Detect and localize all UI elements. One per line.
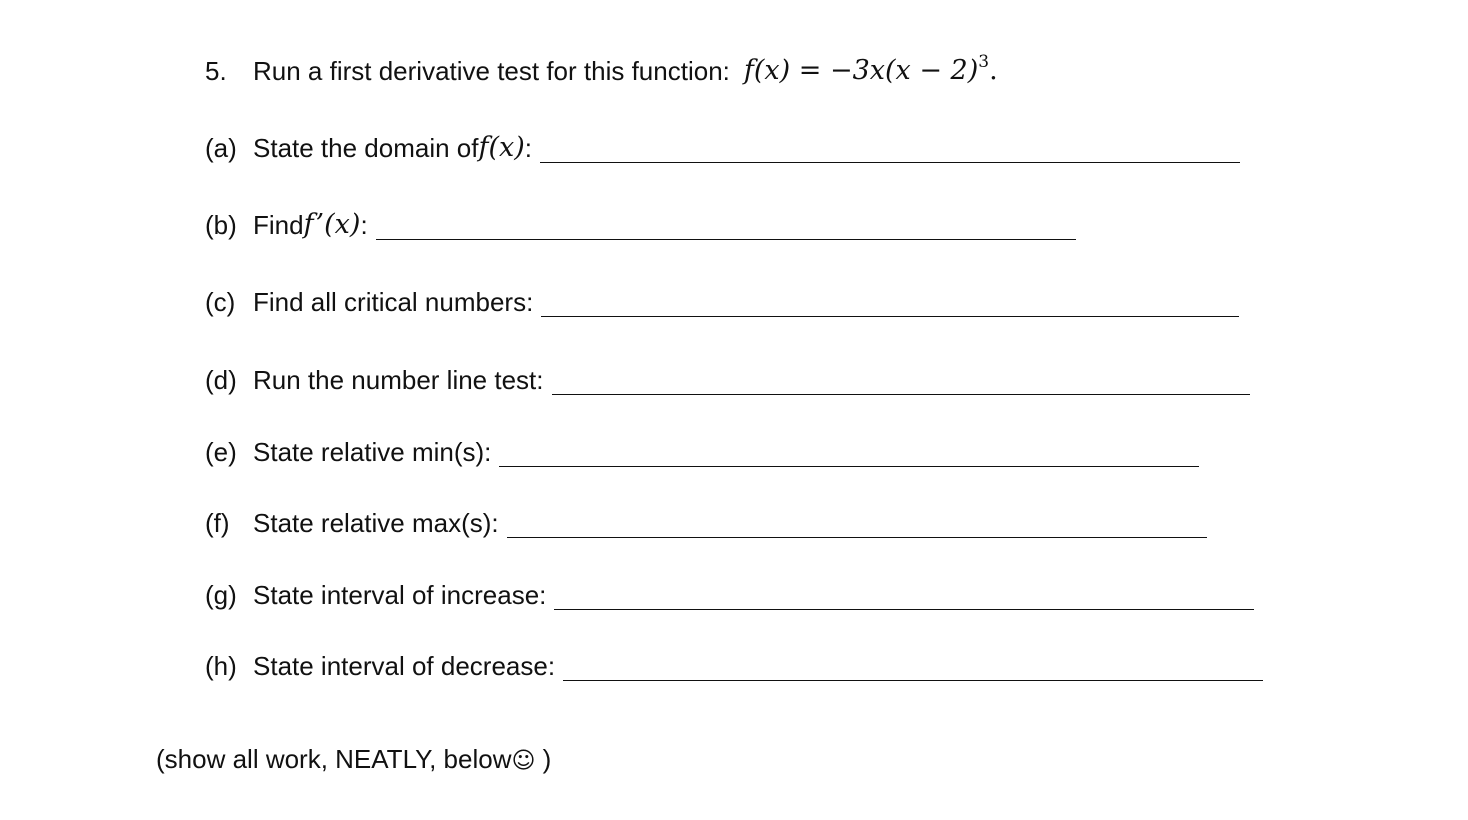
part-text: Find [253,210,304,240]
part-e [205,437,1199,467]
smiley-face-icon: ☺ [511,748,536,774]
part-text: State relative min(s): [253,437,492,467]
problem-header [205,52,998,86]
part-text: State relative max(s): [253,508,499,538]
part-h [205,651,1263,681]
answer-blank-h[interactable] [563,658,1263,681]
answer-blank-a[interactable] [540,140,1240,163]
part-text: State the domain of [253,133,479,163]
part-label: (b) [205,210,237,240]
part-label: (c) [205,287,236,317]
answer-blank-b[interactable] [376,217,1076,240]
answer-blank-f[interactable] [507,515,1207,538]
function-expression [743,52,998,86]
part-label: (a) [205,133,237,163]
function-text: f(x) = −3x(x − 2) [743,55,979,86]
part-label: (h) [205,651,237,681]
problem-prompt: Run a first derivative test for this function: [253,56,730,86]
function-exponent: 3 [978,52,990,72]
work-instruction-close: ) [535,744,552,774]
answer-blank-g[interactable] [554,587,1254,610]
part-text: Find all critical numbers: [253,287,534,317]
part-d [205,365,1250,395]
part-math: f(x) [478,132,525,163]
part-label: (e) [205,437,237,467]
work-instruction [156,744,551,776]
part-c [205,287,1239,317]
function-end-punct: . [989,55,998,86]
answer-blank-e[interactable] [499,444,1199,467]
answer-blank-c[interactable] [541,294,1239,317]
part-a [205,133,1240,163]
work-instruction-text: (show all work, NEATLY, below [156,744,512,774]
part-text: Run the number line test: [253,365,544,395]
part-label: (d) [205,365,237,395]
part-f [205,508,1207,538]
part-b [205,210,1076,240]
part-math: f’(x) [303,209,361,240]
part-text: State interval of decrease: [253,651,556,681]
part-label: (f) [205,508,230,538]
part-suffix: : [524,133,533,163]
part-text: State interval of increase: [253,580,547,610]
answer-blank-d[interactable] [552,372,1250,395]
part-suffix: : [360,210,368,240]
part-g [205,580,1254,610]
problem-number: 5. [205,56,227,86]
part-label: (g) [205,580,237,610]
